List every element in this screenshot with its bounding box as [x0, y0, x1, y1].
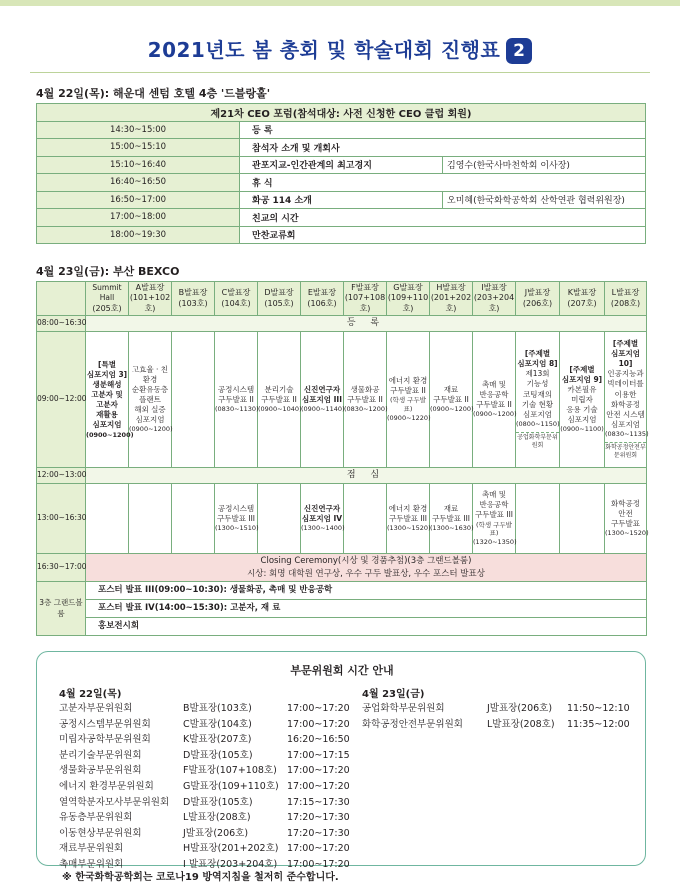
- session-line: 안전 시스템: [606, 409, 645, 419]
- session-line: (0830~1135): [605, 430, 649, 439]
- session-line: 해외 실증: [134, 405, 166, 415]
- session-k-afternoon: [560, 484, 605, 554]
- session-line: 구두발표 III: [475, 510, 513, 520]
- session-line: 심포지엄: [135, 415, 165, 425]
- room-header: K발표장 (207호): [560, 282, 605, 316]
- session-j-afternoon: [516, 484, 560, 554]
- committee-time: 11:50~12:10: [567, 703, 630, 714]
- committee-time: 17:00~17:15: [287, 749, 350, 761]
- session-line: (1300~1510): [215, 524, 259, 533]
- session-line: (학생 구두발표): [390, 396, 426, 414]
- committee-room: J발표장(206호): [487, 703, 553, 714]
- session-line: 구두발표 III: [432, 514, 470, 524]
- session-b-afternoon: [172, 484, 215, 554]
- session-l-morning: [605, 332, 647, 468]
- committee-room: L발표장(208호): [487, 718, 555, 730]
- committee-time: 17:15~17:30: [287, 796, 350, 808]
- closing-ceremony: Closing Ceremony(시상 및 경품추첨)(3층 그랜드볼룸) 시상: 회명 대학원 연구상, 우수 구두 발표상, 우수 포스터 발표상: [86, 554, 647, 582]
- session-line: (0900~1140): [301, 405, 345, 414]
- session-line: 플랜트: [139, 395, 161, 405]
- room-header: E발표장 (106호): [301, 282, 344, 316]
- lunch-band: 점 심: [86, 468, 647, 484]
- session-line: 구두발표 II: [433, 395, 469, 405]
- session-line: 응용 기술: [566, 405, 598, 415]
- room-header: H발표장 (201+202호): [430, 282, 473, 316]
- table-row: 14:30~15:00 등 록: [37, 121, 646, 139]
- session-line: 공정시스템: [217, 503, 255, 513]
- committee-name: 에너지 환경부문위원회: [59, 781, 154, 792]
- committee-name: 분리기술부문위원회: [59, 749, 142, 761]
- session-line: 에너지 환경: [388, 376, 428, 386]
- room-header: J발표장 (206호): [516, 282, 560, 316]
- session-line: 구두발표 II: [347, 395, 383, 405]
- room-header: I발표장 (203+204호): [473, 282, 516, 316]
- session-b-morning: [172, 332, 215, 468]
- committee-row: [37, 732, 637, 747]
- session-line: 심포지엄: [523, 409, 552, 419]
- room-header: D발표장 (105호): [258, 282, 301, 316]
- ceo-forum-title: 제21차 CEO 포럼(참석대상: 사전 신청한 CEO 클럽 회원): [37, 104, 646, 122]
- session-line: 기술 현황: [521, 399, 554, 409]
- table-row: 18:00~19:30 만찬교류회: [37, 226, 646, 244]
- table-row: 16:50~17:00 화공 114 소개 오미혜(한국화학공학회 산학연관 협력위원장): [37, 191, 646, 209]
- session-line: 심포지엄: [92, 420, 122, 430]
- session-line: (0900~1200): [129, 425, 173, 434]
- session-line: [주제별: [569, 364, 595, 374]
- committee-time: 17:00~17:20: [287, 781, 350, 792]
- committee-name: 열역학분자모사부문위원회: [59, 796, 170, 808]
- session-line: 심포지엄 10]: [611, 349, 640, 369]
- page-title: 2021년도 봄 총회 및 학술대회 진행표 2: [0, 34, 680, 64]
- session-line: 카본필유: [567, 384, 597, 394]
- committee-room: J발표장(206호): [183, 827, 249, 839]
- session-line: 순환유동층: [131, 384, 169, 394]
- session-a-afternoon: [129, 484, 172, 554]
- committee-row: [37, 810, 637, 825]
- committee-name: 고분자부문위원회: [59, 703, 133, 714]
- session-line: (1320~1350): [473, 538, 517, 547]
- session-line: (1300~1520): [605, 529, 649, 538]
- session-line: 재활용: [96, 410, 118, 420]
- session-a-morning: [129, 332, 172, 468]
- session-line: 구두발표 II: [476, 400, 512, 410]
- session-e-afternoon: [301, 484, 344, 554]
- session-line: 신진연구자: [303, 384, 341, 394]
- session-i-morning: [473, 332, 516, 468]
- committee-room: L발표장(208호): [183, 812, 251, 824]
- session-d-afternoon: [258, 484, 301, 554]
- committee-time: 17:00~17:20: [287, 765, 350, 777]
- session-c-morning: [215, 332, 258, 468]
- committee-row: [37, 763, 637, 778]
- session-l-afternoon: [605, 484, 647, 554]
- table-row: 15:10~16:40 관포지교-인간관계의 최고경지 김영수(한국사마천학회 이사장): [37, 156, 646, 174]
- session-line: (1300~1630): [430, 524, 474, 533]
- session-k-morning: [560, 332, 605, 468]
- session-j-morning: [516, 332, 560, 468]
- session-line: [주제별: [612, 338, 639, 348]
- registration-band: 등 록: [86, 316, 647, 332]
- session-line: 화학공정: [611, 498, 640, 508]
- footnote: ※ 한국화학공학회는 코로나19 방역지침을 철저히 준수합니다.: [62, 872, 339, 883]
- session-line: 촉매 및: [481, 490, 507, 500]
- session-line: [특별: [98, 359, 116, 369]
- session-f-afternoon: [344, 484, 387, 554]
- session-line: 코팅재의: [523, 389, 552, 399]
- session-line: 구두발표: [611, 519, 640, 529]
- session-c-afternoon: [215, 484, 258, 554]
- committee-schedule-box: [36, 651, 646, 870]
- session-line: 구두발표 II: [261, 395, 297, 405]
- committee-room: C발표장(104호): [183, 718, 252, 730]
- committee-name: 생물화공부문위원회: [59, 765, 142, 777]
- top-decor-rule: [0, 0, 680, 6]
- corner-cell: [37, 282, 86, 316]
- committee-time: 16:20~16:50: [287, 734, 350, 746]
- lobby-row: 포스터 발표 IV(14:00~15:30): 고분자, 재 료: [37, 600, 647, 618]
- session-line: 기능성: [526, 379, 549, 389]
- session-e-morning: [301, 332, 344, 468]
- registration-row: 08:00~16:30 등 록: [37, 316, 647, 332]
- session-line: 촉매 및: [481, 379, 507, 389]
- session-line: (1300~1400): [301, 524, 345, 533]
- room-header: F발표장 (107+108호): [344, 282, 387, 316]
- session-h-afternoon: [430, 484, 473, 554]
- committee-room: H발표장(201+202호): [183, 843, 279, 855]
- committee-room: B발표장(103호): [183, 703, 252, 714]
- session-line: 생물화공: [350, 384, 380, 394]
- session-line: 인공지능과: [607, 369, 644, 379]
- session-line: 고효율 · 친환경: [131, 364, 169, 384]
- title-number-badge: 2: [506, 38, 532, 64]
- committee-room: K발표장(207호): [183, 734, 252, 746]
- afternoon-row: 13:00~16:30 공정시스템 구두발표 III (1300~1510) 신진연구자 심포지엄 IV (1300~1400) 에너지 환경 구두발표 III (1300~1520) 재료 구두발표 III (1300~1630) 촉매 및 반응공학 구두발표 III (학생 구두발표) (1320~1350) 화학공정 안전 구두발표 (1300~1520): [37, 484, 647, 554]
- session-summit-afternoon: [86, 484, 129, 554]
- table-row: 17:00~18:00 친교의 시간: [37, 209, 646, 227]
- committee-row: [37, 826, 637, 841]
- day2-heading: 4월 23일(금): 부산 BEXCO: [36, 265, 180, 278]
- session-line: 구두발표 II: [218, 395, 254, 405]
- closing-row: 16:30~17:00 Closing Ceremony(시상 및 경품추첨)(3층 그랜드볼룸) 시상: 회명 대학원 연구상, 우수 구두 발표상, 우수 포스터 발표상: [37, 554, 647, 582]
- room-header: C발표장 (104호): [215, 282, 258, 316]
- committee-row: [37, 717, 637, 732]
- session-line: 공정시스템: [217, 384, 255, 394]
- table-row: 15:00~15:10 참석자 소개 및 개회사: [37, 139, 646, 157]
- committee-title: 부문위원회 시간 안내: [290, 664, 394, 677]
- session-line: (0900~1200): [430, 405, 474, 414]
- session-g-morning: [387, 332, 430, 468]
- session-line: 재료: [443, 503, 459, 513]
- committee-name: 재료부문위원회: [59, 843, 124, 855]
- session-i-afternoon: [473, 484, 516, 554]
- session-line: (0900~1100): [560, 425, 604, 434]
- speaker: 오미혜(한국화학공학회 산학연관 협력위원장): [443, 191, 646, 209]
- committee-name: 공업화학부문위원회: [362, 703, 445, 714]
- room-header: G발표장 (109+110호): [387, 282, 430, 316]
- session-line: 분리기술: [264, 384, 294, 394]
- session-line: 고분자: [96, 400, 118, 410]
- session-line: 고분자 및: [91, 390, 123, 400]
- session-g-afternoon: [387, 484, 430, 554]
- session-line: 구두발표 III: [389, 514, 427, 524]
- morning-row: 09:00~12:00 [특별 심포지엄 3] 생분해성 고분자 및 고분자 재활용 심포지엄 (0900~1200) 고효율 · 친환경 순환유동층 플랜트 해외 실증 심포지엄 (0900~1200) 공정시스템 구두발표 II (0830~1130) 분리기술 구두발표 II (0900~1040) 신진연구자 심포지엄 III (0900~1140) 생물화공 구두발표 II (0830~1200) 에너지 환경 구두발표 II (학생 구두발표) (0900~1220) 재료 구두발표 II (0900~1200) 촉매 및 반응공학 구두발표 II (0900~1200) [주제별 심포지엄 8] 제13회 기능성 코팅재의 기술 현황 심포지엄 (0800~1150) 공업화학부문위원회 [주제별 심포지엄 9] 카본필유 미립자 응용 기술 심포지엄 (0900~1100) [주제별 심포지엄 10] 인공지능과 빅데이터를 이용한 화학공정 안전 시스템 심포지엄 (0830~1135) 화학공정안전부문위원회: [37, 332, 647, 468]
- committee-time: 17:20~17:30: [287, 827, 350, 839]
- session-j-committee: 공업화학부문위원회: [517, 433, 558, 449]
- committee-name: 공정시스템부문위원회: [59, 718, 151, 730]
- committee-name: 이동현상부문위원회: [59, 827, 142, 839]
- session-d-morning: [258, 332, 301, 468]
- committee-time: 17:00~17:20: [287, 859, 350, 870]
- session-line: (0830~1200): [344, 405, 388, 414]
- session-line: (0900~1200): [86, 430, 134, 439]
- committee-name: 촉매부문위원회: [59, 859, 124, 870]
- committee-name: 유동층부문위원회: [59, 812, 133, 824]
- session-line: 심포지엄: [611, 419, 640, 429]
- session-line: (0900~1220): [387, 414, 431, 422]
- session-line: 구두발표 II: [390, 386, 426, 396]
- grand-ballroom-label: 3층 그랜드볼룸: [37, 582, 86, 636]
- session-l-committee: 화학공정안전부문위원회: [605, 443, 646, 459]
- committee-row: [37, 748, 637, 763]
- session-line: 심포지엄 9]: [561, 374, 603, 384]
- session-line: 신진연구자: [303, 503, 341, 513]
- committee-time: 17:20~17:30: [287, 812, 350, 824]
- committee-right-date: 4월 23일(금): [362, 689, 425, 700]
- session-line: 심포지엄: [567, 415, 597, 425]
- session-line: 미립자: [571, 395, 593, 405]
- session-line: (0900~1200): [473, 410, 517, 419]
- session-summit-morning: [86, 332, 134, 468]
- room-header: B발표장 (103호): [172, 282, 215, 316]
- session-line: 제13회: [525, 369, 550, 379]
- session-line: (0900~1040): [258, 405, 302, 414]
- session-line: 재료: [443, 384, 459, 394]
- committee-left-date: 4월 22일(목): [59, 689, 122, 700]
- ceo-forum-table: [36, 103, 646, 244]
- session-line: (0800~1150): [516, 419, 560, 428]
- session-line: 심포지엄 IV: [301, 514, 343, 524]
- session-line: 심포지엄 III: [302, 395, 342, 405]
- room-header: A발표장 (101+102호): [129, 282, 172, 316]
- title-divider: [30, 72, 650, 73]
- session-line: 빅데이터를: [607, 379, 644, 389]
- session-h-morning: [430, 332, 473, 468]
- session-line: 심포지엄 8]: [517, 359, 558, 369]
- session-f-morning: [344, 332, 387, 468]
- committee-row: [37, 701, 637, 716]
- committee-name: 미립자공학부문위원회: [59, 734, 151, 746]
- room-header: Summit Hall (205호): [86, 282, 129, 316]
- committee-time: 17:00~17:20: [287, 843, 350, 855]
- session-line: 반응공학: [479, 500, 509, 510]
- session-line: 심포지엄 3]: [86, 369, 128, 379]
- room-header: L발표장 (208호): [605, 282, 647, 316]
- committee-time: 11:35~12:00: [567, 718, 630, 730]
- committee-row: [37, 841, 637, 856]
- session-line: [주제별: [524, 349, 551, 359]
- committee-time: 17:00~17:20: [287, 718, 350, 730]
- session-line: (학생 구두발표): [476, 520, 512, 538]
- day1-heading: 4월 22일(목): 해운대 센텀 호텔 4층 '드블랑홀': [36, 87, 271, 100]
- session-line: 에너지 환경: [388, 503, 428, 513]
- lobby-row: 홍보전시회: [37, 618, 647, 636]
- session-line: 화학공정: [611, 399, 640, 409]
- session-line: 안전: [618, 509, 633, 519]
- session-line: 생분해성: [92, 379, 122, 389]
- committee-room: I 발표장(203+204호): [183, 859, 278, 870]
- committee-row: [37, 779, 637, 794]
- committee-room: F발표장(107+108호): [183, 765, 277, 777]
- session-line: 구두발표 III: [217, 514, 255, 524]
- lobby-row: 3층 그랜드볼룸 포스터 발표 III(09:00~10:30): 생물화공, 촉매 및 반응공학: [37, 582, 647, 600]
- session-line: (1300~1520): [387, 524, 431, 533]
- lunch-row: 12:00~13:00 점 심: [37, 468, 647, 484]
- speaker: 김영수(한국사마천학회 이사장): [443, 156, 646, 174]
- committee-room: D발표장(105호): [183, 796, 253, 808]
- session-line: 이용한: [614, 389, 637, 399]
- room-header-row: [37, 282, 647, 316]
- session-line: (0830~1130): [215, 405, 259, 414]
- committee-name: 화학공정안전부문위원회: [362, 718, 463, 730]
- table-row: 16:40~16:50 휴 식: [37, 174, 646, 192]
- committee-row: [37, 795, 637, 810]
- committee-room: D발표장(105호): [183, 749, 253, 761]
- session-line: 반응공학: [479, 390, 509, 400]
- committee-room: G발표장(109+110호): [183, 781, 279, 792]
- committee-time: 17:00~17:20: [287, 703, 350, 714]
- bexco-schedule-table: [36, 281, 647, 636]
